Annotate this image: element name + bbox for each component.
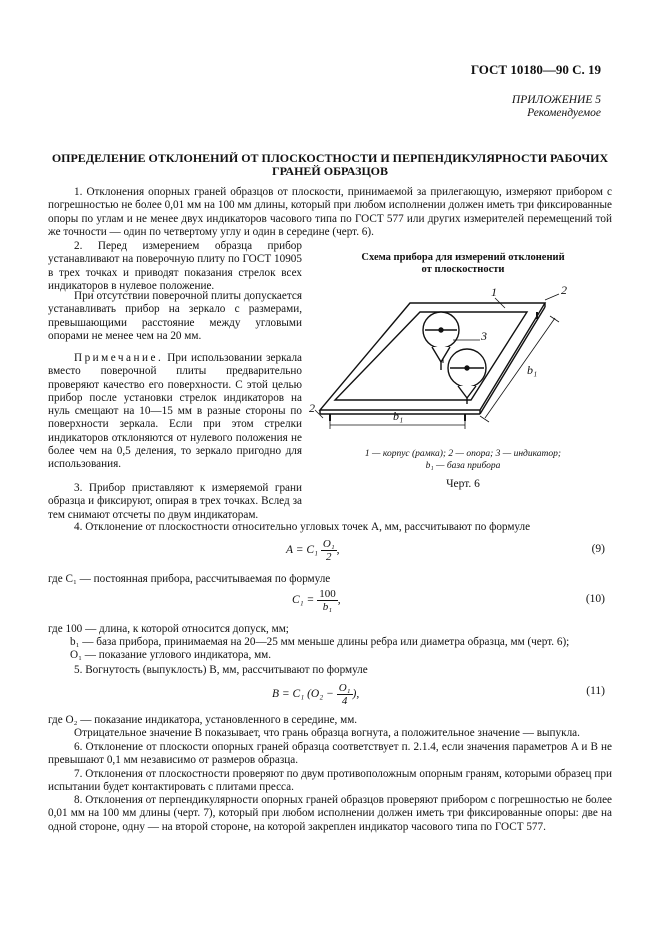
note-text: При использовании зеркала вместо поверочной плиты предварительно проверяют качество его поверхности. С этой целью прибор после установки стрелок индикаторов на нуль смещают на 10—15 мм в разные стороны по поверхности зеркала. Если при этом стрелки индикаторов отклоняются от нулевого положения не более чем на 0,5 деления, то зеркало пригодно для использования. bbox=[48, 352, 302, 471]
formula-11-number: (11) bbox=[586, 685, 605, 697]
formula-11-num: O₁ bbox=[338, 682, 351, 694]
formula-10-tail: , bbox=[337, 594, 341, 607]
formula-9-number: (9) bbox=[591, 543, 605, 555]
formula-10 bbox=[292, 588, 341, 613]
document-header: ГОСТ 10180—90 С. 19 bbox=[470, 62, 601, 77]
label-b1-right: b₁ bbox=[527, 363, 538, 377]
formula-9 bbox=[286, 538, 340, 563]
label-2-right: 2 bbox=[561, 283, 567, 297]
formula-9-den: 2 bbox=[326, 551, 332, 563]
label-2-left: 2 bbox=[309, 401, 315, 415]
figure-title-line-2: от плоскостности bbox=[421, 264, 505, 275]
definition-100: где 100 — длина, к которой относится допуск, мм; bbox=[48, 623, 289, 635]
formula-11-tail: ), bbox=[352, 688, 360, 701]
title-line-2: ГРАНЕЙ ОБРАЗЦОВ bbox=[271, 164, 389, 178]
definition-b1: b₁ — база прибора, принимаемая на 20—25 мм меньше длины ребра или диаметра образца, мм (черт. 6); bbox=[70, 636, 570, 648]
formula-9-num: O₁ bbox=[322, 538, 335, 550]
paragraph-8: 8. Отклонения от перпендикулярности опорных граней образцов проверяют прибором с погрешностью не более 0,01 мм на 100 мм длины (черт. 7), который при любом исполнении должен иметь три фиксированные опоры: две на одной стороне, одну — на второй стороне, на которой закреплен индикатор часового типа по ГОСТ 577. bbox=[48, 794, 612, 833]
paragraph-2b: При отсутствии поверочной плиты допускается устанавливать прибор на зеркало с размерами, превышающими расстояние между угловыми опорами не менее чем на 20 мм. bbox=[48, 290, 302, 342]
paragraph-6: 6. Отклонение от плоскости опорных граней образца соответствует п. 2.1.4, если значения параметров A и B не превышают 0,1 мм независимо от размеров образца. bbox=[48, 741, 612, 767]
figure-title-line-1: Схема прибора для измерений отклонений bbox=[361, 252, 565, 263]
formula-10-num: 100 bbox=[319, 588, 336, 600]
formula-9-tail: , bbox=[336, 544, 340, 557]
formula-11-den: 4 bbox=[341, 695, 348, 707]
caption-line-1: 1 — корпус (рамка); 2 — опора; 3 — индикатор; bbox=[364, 449, 562, 459]
definition-o2: где O₂ — показание индикатора, установленного в середине, мм. bbox=[48, 714, 358, 726]
formula-11 bbox=[272, 682, 359, 707]
caption-line-2: b₁ — база прибора bbox=[425, 461, 501, 471]
title-line-1: ОПРЕДЕЛЕНИЕ ОТКЛОНЕНИЙ ОТ ПЛОСКОСТНОСТИ И ПЕРПЕНДИКУЛЯРНОСТИ РАБОЧИХ bbox=[51, 151, 609, 165]
formula-10-number: (10) bbox=[585, 593, 605, 605]
page-title bbox=[50, 152, 610, 178]
formula-9-lhs: A = C₁ bbox=[286, 544, 321, 557]
formula-11-lhs: B = C₁ (O₂ − bbox=[272, 688, 337, 701]
paragraph-5: 5. Вогнутость (выпуклость) B, мм, рассчитывают по формуле bbox=[74, 664, 368, 676]
note-paragraph bbox=[48, 352, 302, 472]
figure-title bbox=[318, 252, 608, 276]
note-label: Примечание. bbox=[74, 352, 164, 364]
appendix-status: Рекомендуемое bbox=[527, 107, 601, 119]
figure-number: Черт. 6 bbox=[446, 478, 480, 490]
appendix-label bbox=[512, 94, 601, 120]
c1-definition: где C₁ — постоянная прибора, рассчитываемая по формуле bbox=[48, 573, 331, 585]
formula-10-fraction bbox=[317, 588, 338, 613]
formula-10-lhs: C₁ = bbox=[292, 594, 318, 607]
figure-caption bbox=[318, 448, 608, 472]
paragraph-1: 1. Отклонения опорных граней образцов от плоскости, принимаемой за прилегающую, измеряют прибором с погрешностью не более 0,01 мм на 100 мм длины, который при любом исполнении должен иметь три фиксированные опоры по углам и не менее двух индикаторов часового типа по ГОСТ 577 или других измерителей перемещений той же точности — один по четвертому углу и один в середине (черт. 6). bbox=[48, 186, 612, 238]
appendix-name: ПРИЛОЖЕНИЕ 5 bbox=[511, 94, 601, 106]
negative-value-note: Отрицательное значение B показывает, что грань образца вогнута, а положительное значение — выпукла. bbox=[74, 727, 580, 739]
formula-9-fraction bbox=[321, 538, 337, 563]
paragraph-2: 2. Перед измерением образца прибор устанавливают на поверочную плиту по ГОСТ 10905 в трех точках и приводят показания стрелок всех индикаторов в нулевое положение. bbox=[48, 240, 302, 292]
label-3: 3 bbox=[481, 329, 487, 343]
label-b1-bottom: b₁ bbox=[393, 409, 404, 423]
paragraph-3: 3. Прибор приставляют к измеряемой грани образца и фиксируют, опирая в трех точках. Вслед за тем снимают отсчеты по двум индикаторам. bbox=[48, 482, 302, 521]
figure-drawing bbox=[305, 278, 605, 448]
paragraph-7: 7. Отклонения от плоскостности проверяют по двум противоположным опорным граням, которыми образец при испытании будет контактировать с плитами пресса. bbox=[48, 768, 612, 794]
formula-10-den: b₁ bbox=[322, 601, 333, 613]
definition-o1: O₁ — показание углового индикатора, мм. bbox=[70, 649, 272, 661]
formula-11-fraction bbox=[337, 682, 353, 707]
paragraph-4: 4. Отклонение от плоскостности относительно угловых точек A, мм, рассчитывают по формуле bbox=[74, 521, 531, 533]
label-1: 1 bbox=[491, 285, 497, 299]
